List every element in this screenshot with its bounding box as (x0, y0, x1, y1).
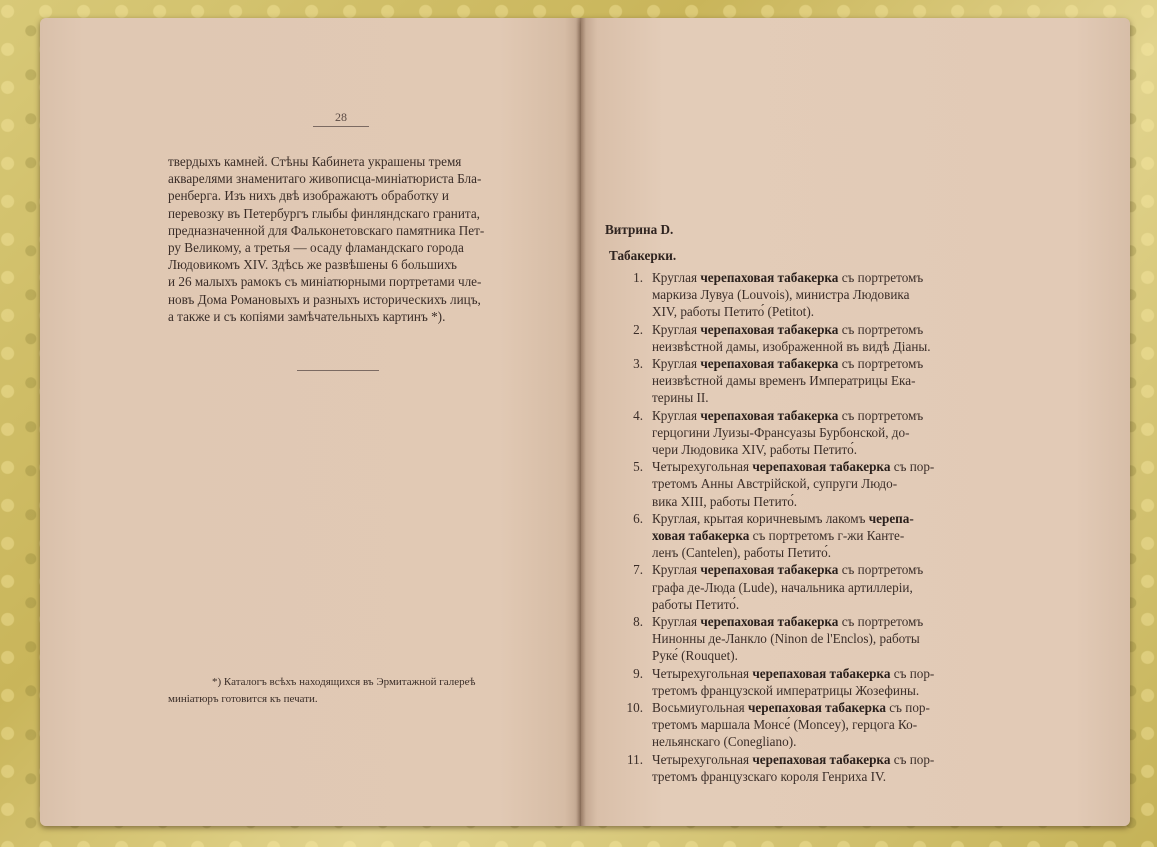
item-line (652, 286, 995, 303)
item-text: третомъ Анны Австрійской, супруги Людо- (652, 476, 898, 492)
body-line: а также и съ копіями замѣчательныхъ картинъ *). (168, 308, 446, 324)
catalog-item (605, 269, 995, 321)
item-text: Круглая, крытая коричневымъ лакомъ (652, 510, 869, 526)
item-term: черепаховая табакерка (700, 562, 839, 578)
item-line (652, 510, 995, 527)
item-text: третомъ маршала Монсе́ (Moncey), герцога Ко- (652, 717, 918, 733)
footnote-line: *) Каталогъ всѣхъ находящихся въ Эрмитажной галереѣ (212, 676, 476, 688)
body-line: и 26 малыхъ рамокъ съ миніатюрными портретами чле- (168, 274, 482, 290)
catalog-item (605, 407, 995, 459)
item-text: вика XIII, работы Петито́. (652, 493, 798, 509)
item-text: съ портретомъ (838, 270, 924, 285)
item-text: терины II. (652, 390, 709, 406)
body-line: твердыхъ камней. Стѣны Кабинета украшены тремя (168, 154, 462, 169)
item-line (652, 407, 995, 424)
item-text: Нинонны де-Ланкло (Ninon de l'Enclos), работы (652, 631, 920, 647)
item-line (652, 475, 995, 492)
catalog-item (605, 510, 995, 562)
item-number: 5. (633, 459, 643, 475)
body-line: Людовикомъ XIV. Здѣсь же развѣшены 6 большихъ (168, 257, 457, 273)
item-line (652, 665, 995, 682)
item-line (652, 613, 995, 630)
item-text: Круглая (652, 614, 701, 630)
item-term: черепаховая табакерка (752, 459, 891, 475)
item-text: третомъ французскаго короля Генриха IV. (652, 768, 887, 784)
item-line (652, 768, 995, 785)
body-line: акварелями знаменитаго живописца-миніатюриста Бла- (168, 171, 482, 187)
item-text: третомъ французской императрицы Жозефины. (652, 682, 920, 698)
item-term: черепаховая табакерка (700, 614, 839, 630)
item-text: Круглая (652, 321, 701, 337)
item-text: нельянскаго (Conegliano). (652, 734, 797, 750)
item-text: Четырехугольная (652, 665, 753, 681)
section-subheading: Табакерки. (609, 248, 677, 263)
item-text: съ портретомъ (838, 321, 924, 337)
item-term: черепаховая табакерка (752, 751, 891, 767)
item-text: герцогини Луизы-Франсуазы Бурбонской, до- (652, 424, 910, 440)
item-term: ховая табакерка (652, 528, 750, 544)
item-line (652, 372, 995, 389)
item-term: черепаховая табакерка (700, 321, 839, 337)
catalog-item (605, 458, 995, 510)
item-text: Четырехугольная (652, 459, 753, 475)
item-line (652, 733, 995, 750)
item-text: неизвѣстной дамы, изображенной въ видѣ Діаны. (652, 338, 931, 354)
catalog-item (605, 321, 995, 355)
item-line (652, 647, 995, 664)
item-line (652, 751, 995, 768)
footnote (168, 674, 524, 708)
item-line (652, 716, 995, 733)
item-line (652, 269, 995, 286)
item-text: съ портретомъ г-жи Канте- (749, 528, 905, 544)
item-text: Круглая (652, 562, 701, 578)
item-line (652, 424, 995, 441)
catalog-item (605, 665, 995, 699)
item-line (652, 355, 995, 372)
item-text: съ портретомъ (838, 407, 924, 423)
body-line: предназначенной для Фальконетовскаго памятника Пет- (168, 222, 485, 238)
item-number: 6. (633, 510, 643, 526)
item-text: Круглая (652, 407, 701, 423)
item-text: Восьмиугольная (652, 700, 748, 716)
item-text: чери Людовика XIV, работы Петито́. (652, 442, 858, 458)
item-term: черепаховая табакерка (752, 665, 891, 681)
catalog-item (605, 613, 995, 665)
item-number: 3. (633, 356, 643, 372)
item-text: Руке́ (Rouquet). (652, 648, 738, 664)
item-term: черепа- (868, 510, 914, 526)
item-text: съ пор- (890, 751, 935, 767)
item-line (652, 630, 995, 647)
item-line (652, 441, 995, 458)
item-text: съ портретомъ (838, 356, 924, 372)
item-line (652, 303, 995, 320)
page-number: 28 (335, 110, 347, 124)
item-line (652, 527, 995, 544)
body-paragraph (168, 153, 530, 325)
item-text: маркиза Лувуа (Louvois), министра Людовика (652, 287, 910, 303)
item-number: 7. (633, 562, 643, 578)
section-separator (297, 370, 379, 371)
left-page (40, 18, 581, 826)
item-text: съ пор- (886, 700, 930, 716)
item-text: работы Петито́. (652, 596, 740, 612)
item-line (652, 321, 995, 338)
item-text: графа де-Люда (Lude), начальника артиллеріи, (652, 579, 913, 595)
item-term: черепаховая табакерка (700, 407, 839, 423)
catalog-item (605, 355, 995, 407)
item-line (652, 458, 995, 475)
page-number-rule (313, 126, 369, 127)
item-line (652, 596, 995, 613)
catalog-list (605, 269, 995, 785)
item-term: черепаховая табакерка (747, 700, 886, 716)
item-line (652, 579, 995, 596)
item-text: неизвѣстной дамы временъ Императрицы Ека- (652, 373, 916, 389)
item-text: Круглая (652, 356, 701, 372)
item-text: ленъ (Cantelen), работы Петито́. (652, 545, 832, 561)
body-line: ренберга. Изъ нихъ двѣ изображаютъ обработку и (168, 188, 449, 204)
item-text: съ пор- (890, 665, 935, 681)
item-line (652, 561, 995, 578)
item-text: съ портретомъ (838, 562, 924, 578)
item-number: 2. (633, 321, 643, 337)
item-number: 8. (633, 614, 643, 630)
item-line (652, 682, 995, 699)
item-term: черепаховая табакерка (700, 356, 839, 372)
body-line: новъ Дома Романовыхъ и разныхъ историческихъ лицъ, (168, 291, 481, 307)
item-text: съ портретомъ (838, 614, 924, 630)
item-text: съ пор- (890, 459, 935, 475)
item-number: 11. (627, 751, 643, 767)
body-line: ру Великому, а третья — осаду фламандскаго города (168, 240, 464, 256)
item-number: 10. (626, 700, 643, 716)
section-heading: Витрина D. (605, 222, 674, 237)
item-line (652, 544, 995, 561)
footnote-line: миніатюръ готовится къ печати. (168, 693, 318, 705)
book-gutter (576, 18, 586, 826)
item-number: 4. (633, 407, 643, 423)
body-line: перевозку въ Петербургъ глыбы финляндскаго гранита, (168, 205, 480, 221)
item-term: черепаховая табакерка (700, 270, 839, 285)
catalog-item (605, 561, 995, 613)
item-line (652, 389, 995, 406)
item-text: Четырехугольная (652, 751, 753, 767)
item-line (652, 338, 995, 355)
item-number: 1. (633, 270, 643, 285)
item-text: XIV, работы Петито́ (Petitot). (652, 304, 815, 320)
item-number: 9. (633, 665, 643, 681)
item-text: Круглая (652, 270, 701, 285)
catalog-item (605, 751, 995, 785)
item-line (652, 699, 995, 716)
item-line (652, 493, 995, 510)
catalog-item (605, 699, 995, 751)
